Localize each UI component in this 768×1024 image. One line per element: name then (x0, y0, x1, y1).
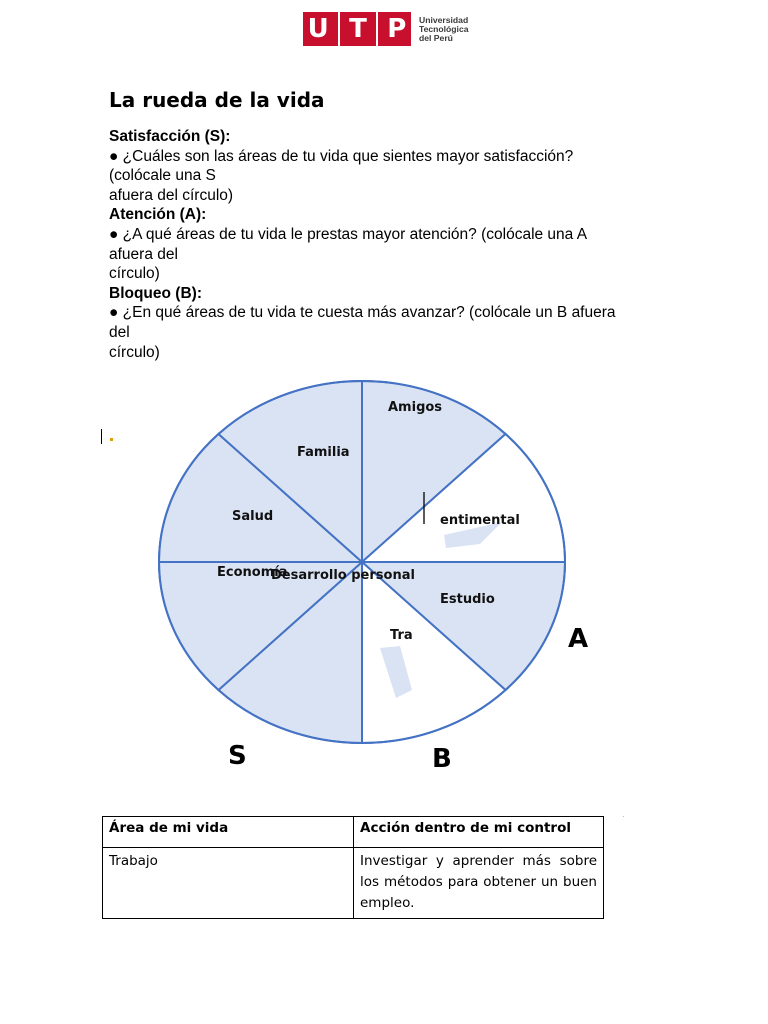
logo-wordmark (419, 16, 469, 43)
table-header-row (103, 817, 604, 848)
segment-label-familia: Familia (297, 445, 350, 460)
logo-text-line: del Perú (419, 32, 453, 43)
satisfaction-line: (colócale una S (109, 167, 216, 185)
utp-logo-mark (303, 12, 411, 46)
segment-label-economia: Economía (217, 565, 288, 580)
attention-line: círculo) (109, 265, 160, 283)
stray-mark: · (622, 812, 625, 821)
center-label: Desarrollo personal (271, 568, 415, 583)
table-header-area: Área de mi vida (103, 817, 354, 848)
instructions (109, 127, 669, 362)
attention-mark: A (568, 624, 589, 654)
segment-label-amigos: Amigos (388, 400, 443, 415)
logo-letter-t: T (349, 14, 367, 44)
block-line: del (109, 323, 130, 341)
text-cursor (101, 429, 102, 444)
segment-label-sentimental: entimental (440, 513, 520, 528)
block-line: ● ¿En qué áreas de tu vida te cuesta más avanzar? (colócale un B afuera (109, 304, 616, 322)
action-table (102, 816, 604, 919)
attention-line: ● ¿A qué áreas de tu vida le prestas mayor atención? (colócale una A (109, 225, 588, 243)
segment-label-estudio: Estudio (440, 592, 495, 607)
satisfaction-heading: Satisfacción (S): (109, 128, 231, 145)
table-header-action: Acción dentro de mi control (354, 817, 604, 848)
block-line: círculo) (109, 343, 160, 361)
satisfaction-line: ● ¿Cuáles son las áreas de tu vida que sientes mayor satisfacción? (109, 147, 574, 165)
logo-letter-p: P (387, 14, 407, 44)
attention-line: afuera del (109, 245, 178, 263)
block-mark: B (432, 744, 452, 774)
logo-text-line: Tecnológica (419, 23, 469, 34)
table-cell-area: Trabajo (103, 848, 354, 919)
logo-separator (376, 12, 378, 46)
satisfaction-line: afuera del círculo) (109, 186, 234, 204)
segment-label-trabajo: Tra (390, 628, 413, 643)
stray-dot (110, 438, 113, 441)
satisfaction-mark: S (228, 741, 247, 771)
life-wheel (150, 372, 574, 756)
segment-label-salud: Salud (232, 509, 274, 524)
logo-separator (338, 12, 340, 46)
attention-heading: Atención (A): (109, 206, 207, 224)
table-row (103, 848, 604, 919)
logo-text-line: Universidad (419, 14, 469, 25)
block-heading: Bloqueo (B): (109, 284, 202, 302)
table-cell-action: Investigar y aprender más sobre los métodos para obtener un buen empleo. (354, 848, 604, 919)
logo-letter-u: U (307, 14, 329, 44)
page-title: La rueda de la vida (109, 88, 325, 112)
utp-logo (303, 12, 469, 46)
